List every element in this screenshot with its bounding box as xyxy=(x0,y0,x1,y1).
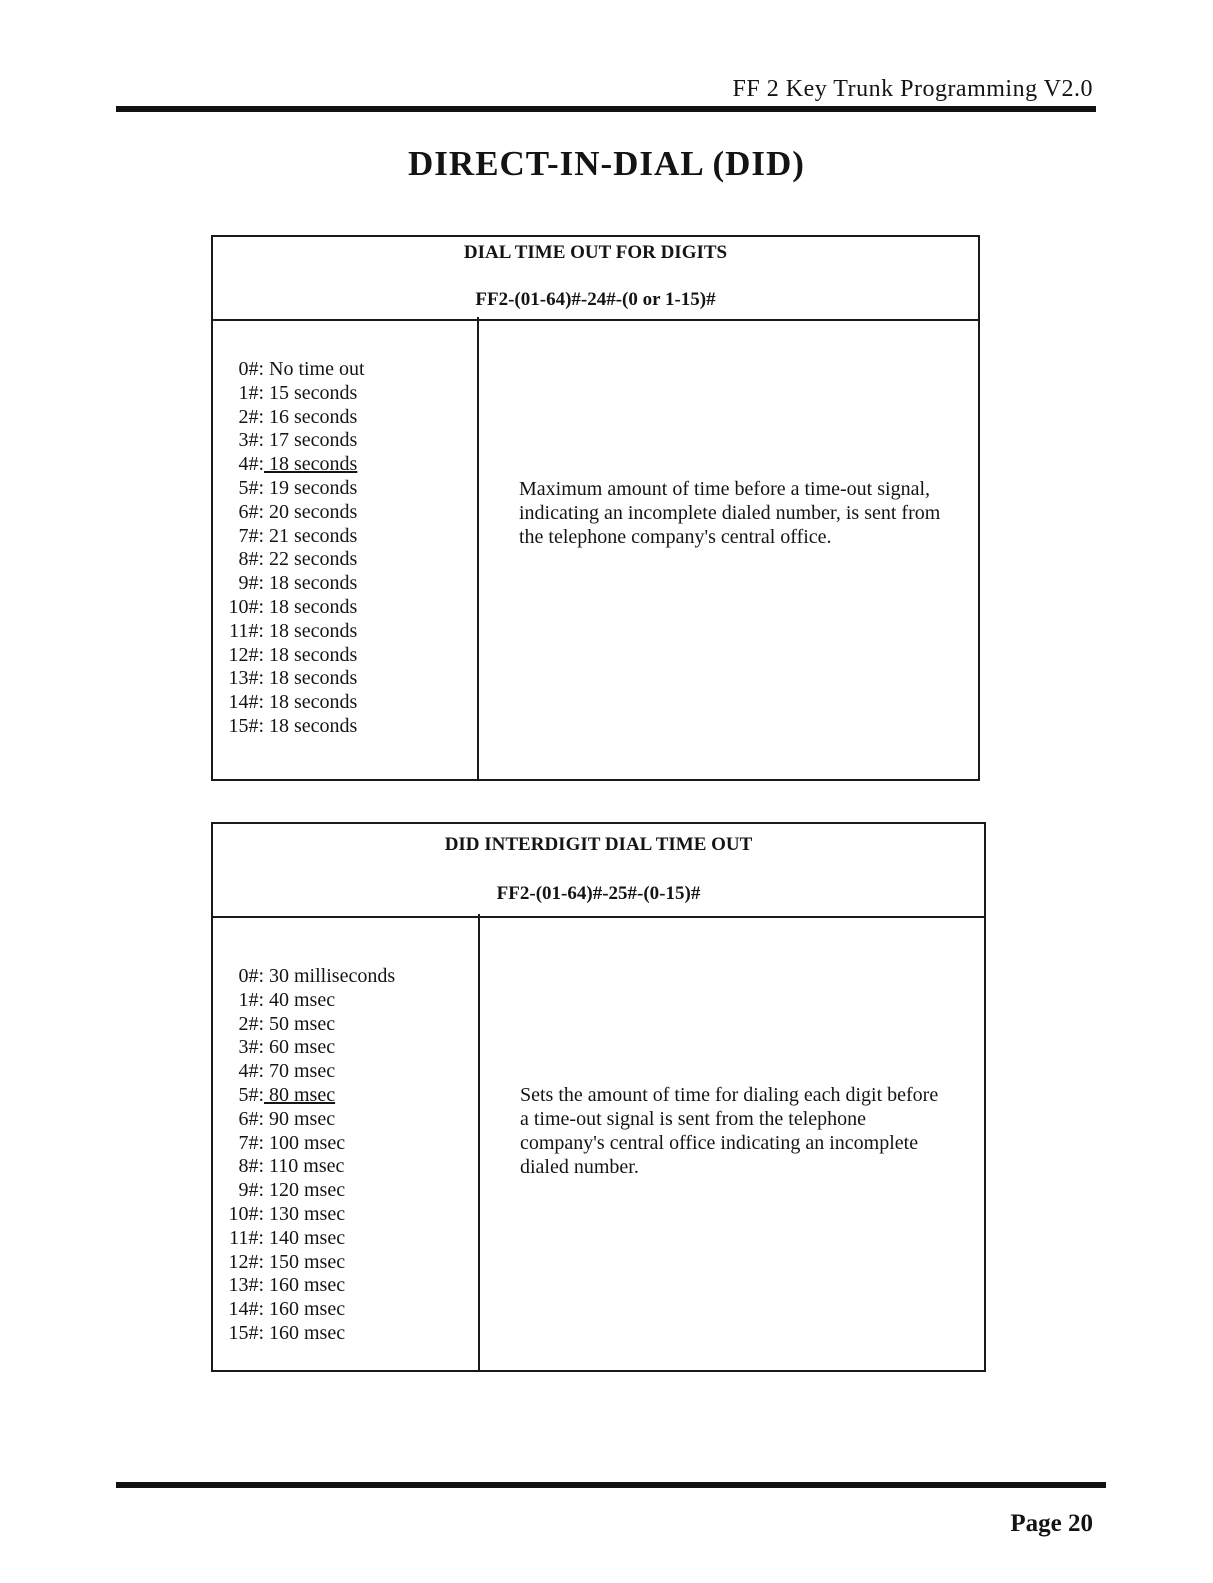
option-list xyxy=(213,358,365,739)
option-code: 3#: xyxy=(238,1036,264,1059)
option-code: 6#: xyxy=(238,500,264,523)
option-code: 1#: xyxy=(238,381,264,404)
option-code: 11#: xyxy=(229,1226,264,1249)
option-value: 18 seconds xyxy=(269,667,358,690)
option-item xyxy=(213,1179,395,1203)
option-value: 18 seconds xyxy=(269,691,358,714)
option-item xyxy=(213,620,365,644)
option-value: 140 msec xyxy=(269,1226,346,1249)
option-code: 10#: xyxy=(228,595,264,618)
option-code: 1#: xyxy=(238,988,264,1011)
program-code: FF2-(01-64)#-24#-(0 or 1-15)# xyxy=(475,289,716,310)
option-value: 150 msec xyxy=(269,1250,346,1273)
option-code: 9#: xyxy=(238,1179,264,1202)
option-item xyxy=(213,1298,395,1322)
option-value: 50 msec xyxy=(269,1012,336,1035)
option-code: 14#: xyxy=(228,691,264,714)
page-title: DIRECT-IN-DIAL (DID) xyxy=(408,144,805,183)
option-code: 2#: xyxy=(238,1012,264,1035)
option-value: 18 seconds xyxy=(269,572,358,595)
option-item xyxy=(213,525,365,549)
footer-rule xyxy=(116,1482,1106,1488)
option-item xyxy=(213,429,365,453)
option-code: 10#: xyxy=(228,1202,264,1225)
option-code: 12#: xyxy=(228,643,264,666)
option-code: 8#: xyxy=(238,1155,264,1178)
option-item xyxy=(213,1274,395,1298)
dial-timeout-table xyxy=(211,235,980,781)
option-code: 11#: xyxy=(229,619,264,642)
option-value: 22 seconds xyxy=(269,548,358,571)
option-item xyxy=(213,1108,395,1132)
option-value: 70 msec xyxy=(269,1060,336,1083)
option-value: 18 seconds xyxy=(269,619,358,642)
section-heading: DID INTERDIGIT DIAL TIME OUT xyxy=(444,834,753,855)
column-divider xyxy=(477,317,479,779)
option-code: 13#: xyxy=(228,667,264,690)
option-value: 160 msec xyxy=(269,1298,346,1321)
option-value: 90 msec xyxy=(269,1107,336,1130)
column-divider xyxy=(478,914,480,1370)
option-item xyxy=(213,1251,395,1275)
option-value: 120 msec xyxy=(269,1179,346,1202)
option-item xyxy=(213,1084,395,1108)
option-value: No time out xyxy=(269,358,365,380)
option-value: 18 seconds xyxy=(269,643,358,666)
option-item xyxy=(213,1155,395,1179)
option-item xyxy=(213,667,365,691)
option-item xyxy=(213,406,365,430)
option-code: 15#: xyxy=(228,714,264,737)
option-item xyxy=(213,965,395,989)
option-value: 18 seconds xyxy=(269,453,358,476)
option-item xyxy=(213,477,365,501)
option-item xyxy=(213,644,365,668)
option-value: 110 msec xyxy=(269,1155,345,1178)
option-code: 6#: xyxy=(238,1107,264,1130)
option-item xyxy=(213,548,365,572)
option-code: 9#: xyxy=(238,572,264,595)
interdigit-timeout-table xyxy=(211,822,986,1372)
option-value: 160 msec xyxy=(269,1274,346,1297)
option-code: 0#: xyxy=(238,965,264,987)
option-value: 15 seconds xyxy=(269,381,358,404)
option-item xyxy=(213,1036,395,1060)
option-value: 21 seconds xyxy=(269,524,358,547)
option-value: 60 msec xyxy=(269,1036,336,1059)
option-code: 13#: xyxy=(228,1274,264,1297)
table-header xyxy=(213,824,984,918)
option-code: 7#: xyxy=(238,1131,264,1154)
option-item xyxy=(213,715,365,739)
option-list xyxy=(213,965,395,1346)
option-value: 30 milliseconds xyxy=(269,965,396,987)
option-value: 20 seconds xyxy=(269,500,358,523)
option-item xyxy=(213,1203,395,1227)
option-value: 18 seconds xyxy=(269,595,358,618)
program-code: FF2-(01-64)#-25#-(0-15)# xyxy=(496,883,701,904)
option-code: 15#: xyxy=(228,1321,264,1344)
option-item xyxy=(213,358,365,382)
option-code: 5#: xyxy=(238,1083,264,1106)
option-value: 160 msec xyxy=(269,1321,346,1344)
option-value: 80 msec xyxy=(269,1083,336,1106)
option-value: 40 msec xyxy=(269,988,336,1011)
table-header xyxy=(213,237,978,321)
option-item xyxy=(213,989,395,1013)
option-code: 14#: xyxy=(228,1298,264,1321)
option-item xyxy=(213,1132,395,1156)
option-item xyxy=(213,1060,395,1084)
section-description: Maximum amount of time before a time-out signal, indicating an incomplete dialed number, is sent from the telephone company's central office. xyxy=(519,478,941,548)
option-item xyxy=(213,453,365,477)
option-item xyxy=(213,691,365,715)
option-code: 4#: xyxy=(238,453,264,476)
section-description: Sets the amount of time for dialing each digit before a time-out signal is sent from the telephone company's central office indicating an incomplete dialed number. xyxy=(520,1084,939,1178)
option-code: 7#: xyxy=(238,524,264,547)
option-code: 8#: xyxy=(238,548,264,571)
option-item xyxy=(213,572,365,596)
option-code: 3#: xyxy=(238,429,264,452)
option-item xyxy=(213,501,365,525)
option-value: 19 seconds xyxy=(269,476,358,499)
option-code: 5#: xyxy=(238,476,264,499)
page-number: Page 20 xyxy=(1010,1510,1093,1537)
option-value: 100 msec xyxy=(269,1131,346,1154)
option-value: 130 msec xyxy=(269,1202,346,1225)
option-item xyxy=(213,1013,395,1037)
option-value: 16 seconds xyxy=(269,405,358,428)
header-rule xyxy=(116,106,1096,112)
option-code: 2#: xyxy=(238,405,264,428)
option-item xyxy=(213,596,365,620)
option-code: 0#: xyxy=(238,358,264,380)
option-code: 4#: xyxy=(238,1060,264,1083)
option-code: 12#: xyxy=(228,1250,264,1273)
option-item xyxy=(213,382,365,406)
option-value: 17 seconds xyxy=(269,429,358,452)
option-item xyxy=(213,1227,395,1251)
option-value: 18 seconds xyxy=(269,714,358,737)
running-header: FF 2 Key Trunk Programming V2.0 xyxy=(732,76,1093,102)
option-item xyxy=(213,1322,395,1346)
section-heading: DIAL TIME OUT FOR DIGITS xyxy=(463,242,728,263)
